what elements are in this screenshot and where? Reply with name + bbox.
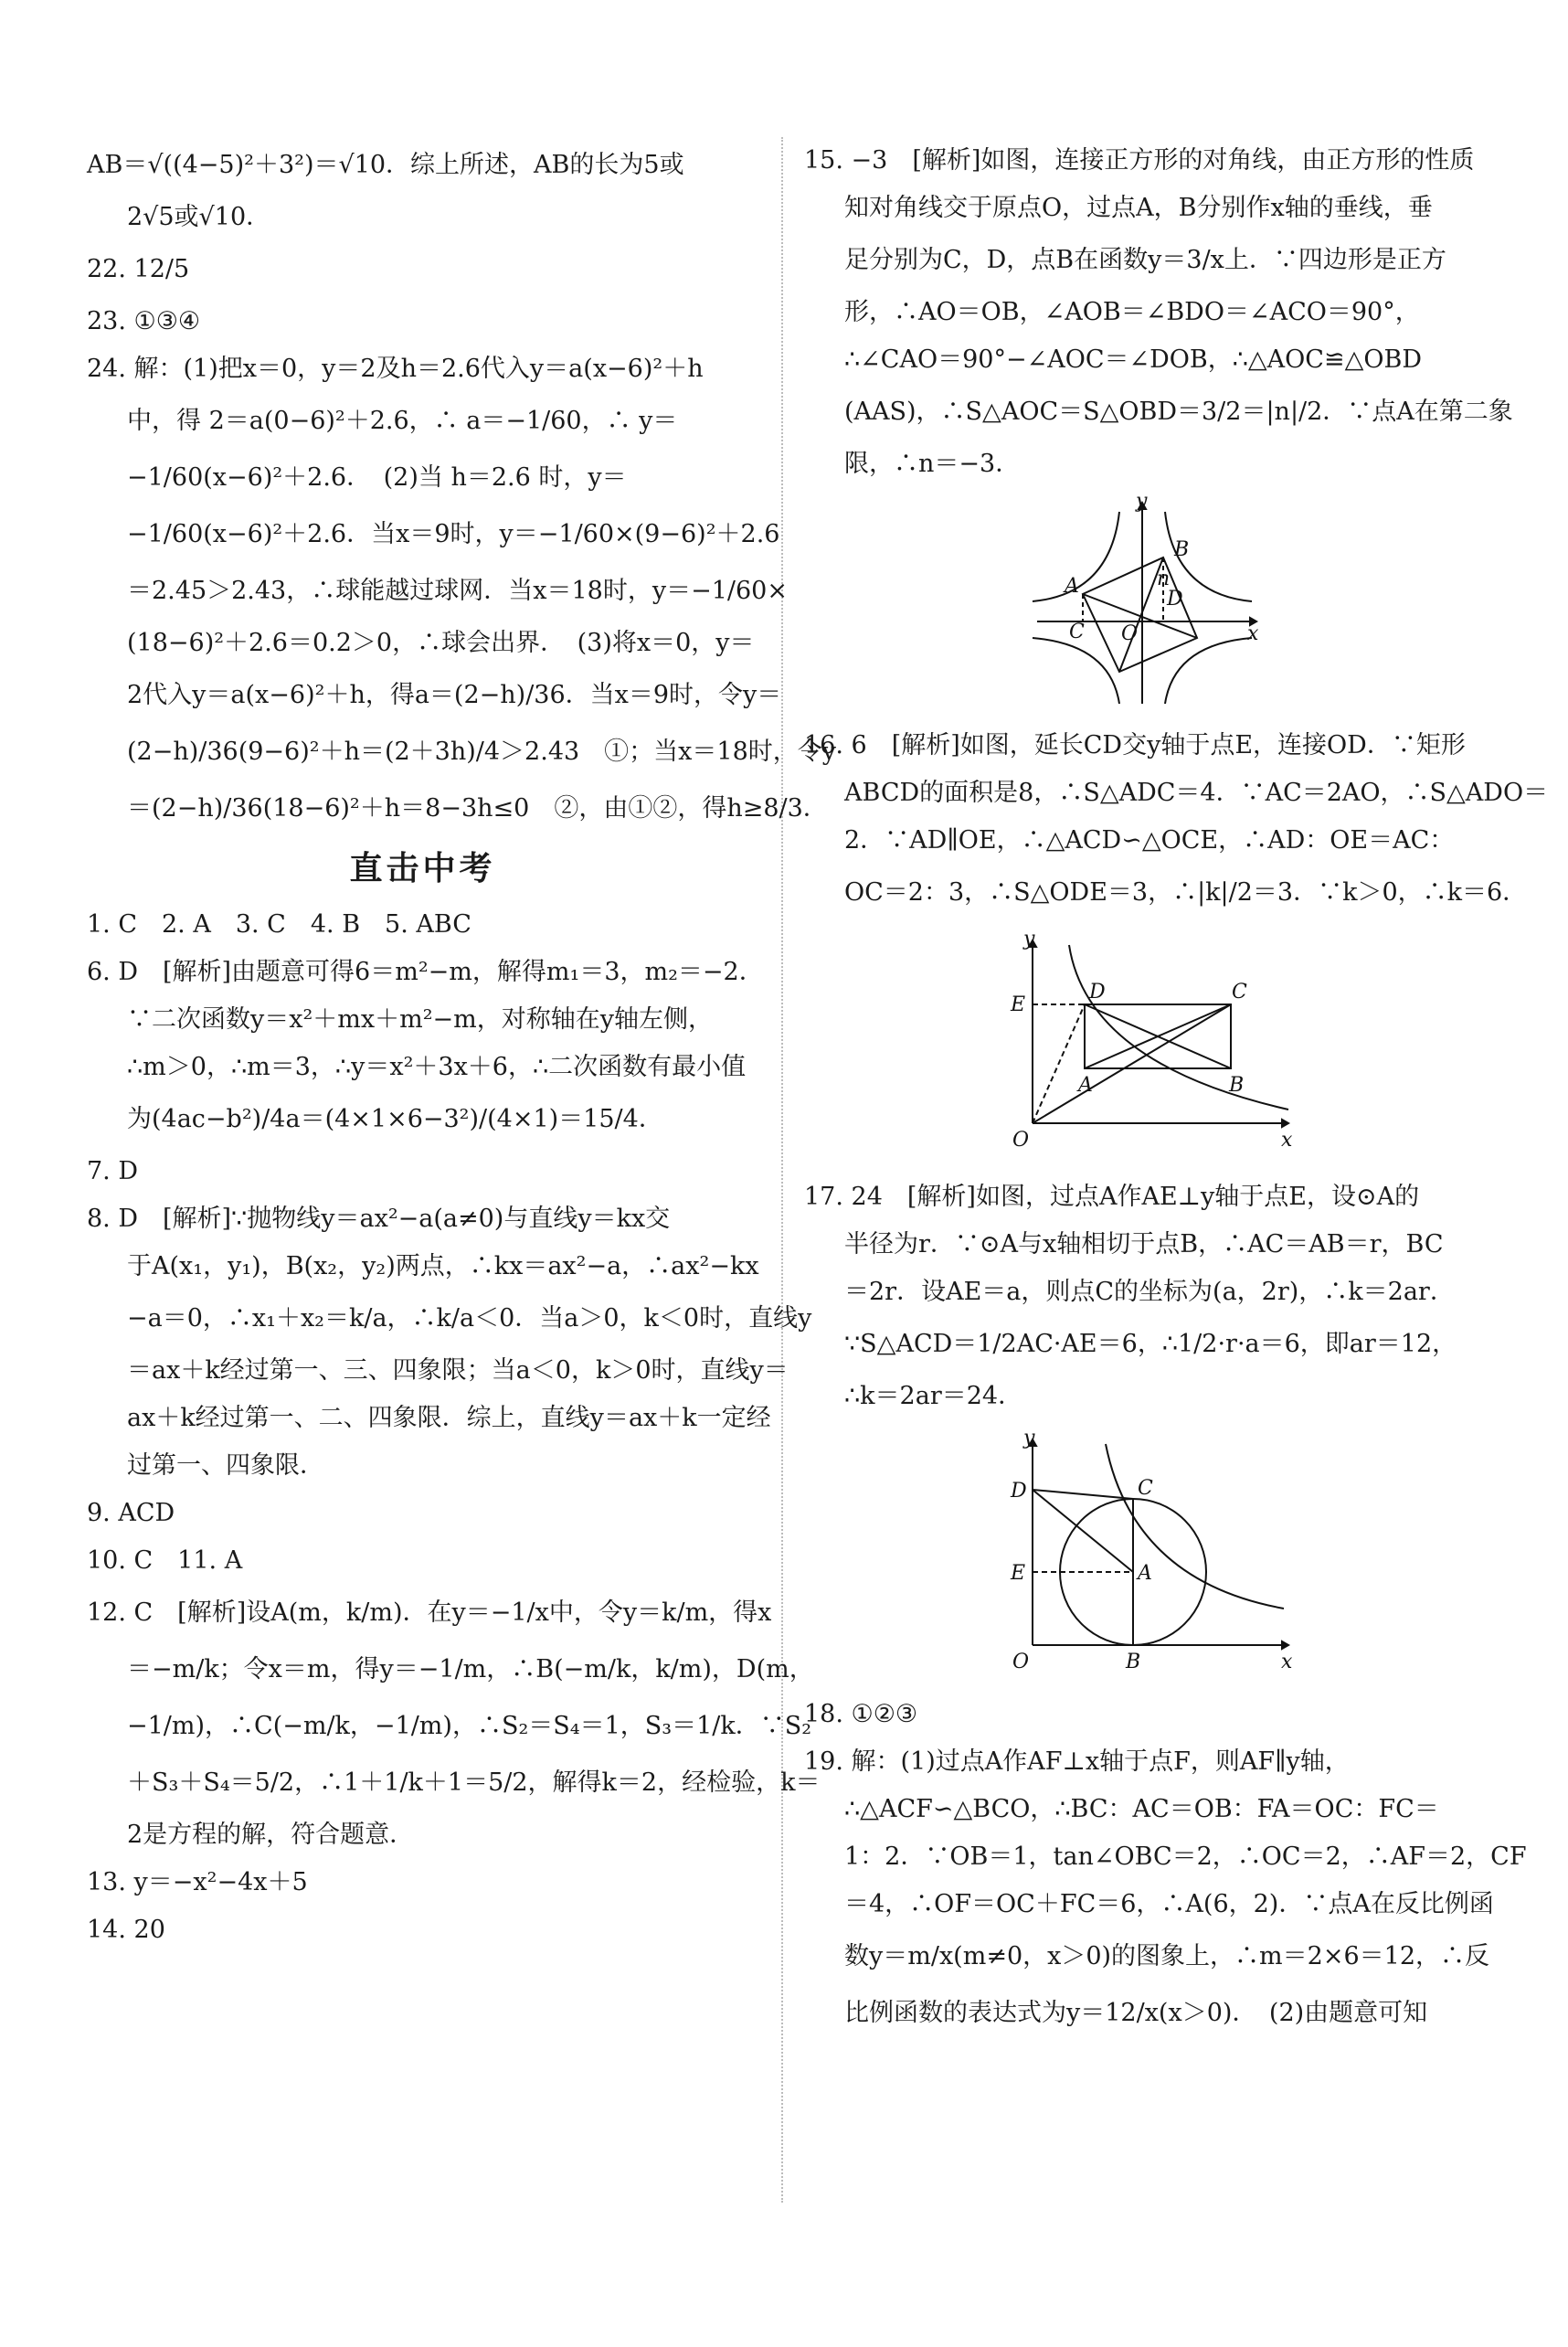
answer-6: 6. D [解析]由题意可得6＝m²−m，解得m₁＝3，m₂＝−2． xyxy=(87,958,764,986)
text-line: ∵二次函数y＝x²＋mx＋m²−m，对称轴在y轴左侧， xyxy=(127,1005,714,1034)
text-line: 2是方程的解，符合题意． xyxy=(127,1821,415,1849)
text-line: ＝2.45＞2.43，∴球能越过球网．当x＝18时，y＝−1/60× xyxy=(127,577,788,605)
text-line: ＋S₃＋S₄＝5/2，∴1＋1/k＋1＝5/2，解得k＝2，经检验，k＝ xyxy=(127,1768,821,1797)
answer-7: 7. D xyxy=(87,1157,138,1185)
figure-16 xyxy=(996,927,1307,1164)
label-x: x xyxy=(1247,622,1259,645)
text-line: ∴∠CAO＝90°−∠AOC＝∠DOB，∴△AOC≌△OBD xyxy=(844,345,1422,374)
segment-oc xyxy=(1033,1004,1231,1123)
text-line: (18−6)²＋2.6＝0.2＞0，∴球会出界． (3)将x＝0，y＝ xyxy=(127,629,755,657)
label-y: y xyxy=(1023,1427,1035,1450)
answer-14: 14. 20 xyxy=(87,1916,165,1944)
answer-9: 9. ACD xyxy=(87,1499,175,1527)
text-line: 过第一、四象限． xyxy=(127,1451,324,1480)
text-line: AB＝√((4−5)²＋3²)＝√10．综上所述，AB的长为5或 xyxy=(87,151,684,179)
label-e: E xyxy=(1011,1562,1026,1585)
text-line: ∴m＞0，∴m＝3，∴y＝x²＋3x＋6，∴二次函数有最小值 xyxy=(127,1053,747,1081)
label-y: y xyxy=(1136,490,1148,513)
text-line: (2−h)/36(9−6)²＋h＝(2＋3h)/4＞2.43 ①；当x＝18时，令y xyxy=(127,738,837,766)
text-line: ∴△ACF∽△BCO，∴BC：AC＝OB：FA＝OC：FC＝ xyxy=(844,1795,1439,1823)
segment-od xyxy=(1033,1004,1085,1123)
label-c: C xyxy=(1232,981,1247,1004)
text-line: ABCD的面积是8，∴S△ADC＝4．∵AC＝2AO，∴S△ADO＝ xyxy=(844,779,1549,807)
answer-24: 24. 解：(1)把x＝0，y＝2及h＝2.6代入y＝a(x−6)²＋h xyxy=(87,355,704,383)
text-line: 半径为r．∵⊙A与x轴相切于点B，∴AC＝AB＝r，BC xyxy=(844,1230,1444,1258)
label-d: D xyxy=(1011,1480,1027,1503)
text-line: 于A(x₁，y₁)，B(x₂，y₂)两点，∴kx＝ax²−a，∴ax²−kx xyxy=(127,1252,759,1280)
hyperbola-branch-q3 xyxy=(1033,638,1119,704)
label-d: D xyxy=(1167,588,1183,611)
section-heading: 直击中考 xyxy=(349,850,496,887)
label-a: A xyxy=(1138,1562,1152,1585)
text-line: 中，得 2＝a(0−6)²＋2.6，∴ a＝−1/60，∴ y＝ xyxy=(127,407,678,435)
label-b: B xyxy=(1126,1651,1141,1673)
label-a: A xyxy=(1065,575,1079,598)
segment-dc xyxy=(1033,1490,1133,1499)
column-divider xyxy=(781,137,783,2203)
answer-15: 15. −3 [解析]如图，连接正方形的对角线，由正方形的性质 xyxy=(804,146,1475,175)
label-o: O xyxy=(1012,1651,1030,1673)
text-line: 数y＝m/x(m≠0，x＞0)的图象上，∴m＝2×6＝12，∴反 xyxy=(844,1942,1489,1970)
text-line: 形，∴AO＝OB，∠AOB＝∠BDO＝∠ACO＝90°， xyxy=(844,298,1420,326)
text-line: (AAS)，∴S△AOC＝S△OBD＝3/2＝|n|/2．∵点A在第二象 xyxy=(844,398,1513,426)
text-line: −1/60(x−6)²＋2.6． (2)当 h＝2.6 时，y＝ xyxy=(127,463,627,492)
answer-8: 8. D [解析]∵抛物线y＝ax²−a(a≠0)与直线y＝kx交 xyxy=(87,1205,671,1233)
label-y: y xyxy=(1023,928,1035,950)
answers-10-11: 10. C 11. A xyxy=(87,1546,243,1575)
answer-22: 22. 12/5 xyxy=(87,255,190,283)
label-c: C xyxy=(1138,1477,1153,1500)
text-line: 2代入y＝a(x−6)²＋h，得a＝(2−h)/36．当x＝9时，令y＝ xyxy=(127,681,782,709)
answer-13: 13. y＝−x²−4x＋5 xyxy=(87,1868,308,1896)
text-line: −1/m)，∴C(−m/k，−1/m)，∴S₂＝S₄＝1，S₃＝1/k．∵S₂ xyxy=(127,1712,812,1740)
text-line: ＝2r．设AE＝a，则点C的坐标为(a，2r)，∴k＝2ar． xyxy=(844,1278,1455,1306)
label-o: O xyxy=(1012,1129,1030,1152)
label-a: A xyxy=(1078,1074,1093,1097)
text-line: ＝4，∴OF＝OC＋FC＝6，∴A(6，2)．∵点A在反比例函 xyxy=(844,1890,1494,1918)
text-line: 限，∴n＝−3． xyxy=(844,450,1021,478)
text-line: −a＝0，∴x₁＋x₂＝k/a，∴k/a＜0．当a＞0，k＜0时，直线y xyxy=(127,1304,812,1333)
label-x: x xyxy=(1281,1129,1293,1152)
left-column xyxy=(87,137,837,1954)
answers-1-5: 1. C 2. A 3. C 4. B 5. ABC xyxy=(87,910,471,939)
text-line: OC＝2：3，∴S△ODE＝3，∴|k|/2＝3．∵k＞0，∴k＝6． xyxy=(844,878,1528,907)
text-line: −1/60(x−6)²＋2.6．当x＝9时，y＝−1/60×(9−6)²＋2.6 xyxy=(127,520,780,548)
label-e: E xyxy=(1011,993,1026,1016)
figure-15 xyxy=(1028,490,1275,713)
answer-16: 16. 6 [解析]如图，延长CD交y轴于点E，连接OD．∵矩形 xyxy=(804,731,1466,759)
answer-18: 18. ①②③ xyxy=(804,1700,918,1728)
segment-da xyxy=(1033,1490,1133,1572)
text-line: 2．∵AD∥OE，∴△ACD∽△OCE，∴AD：OE＝AC： xyxy=(844,826,1455,855)
figure-17 xyxy=(996,1426,1307,1682)
text-line: 为(4ac−b²)/4a＝(4×1×6−3²)/(4×1)＝15/4． xyxy=(127,1105,663,1133)
text-line: 比例函数的表达式为y＝12/x(x＞0)． (2)由题意可知 xyxy=(844,1999,1428,2027)
label-o: O xyxy=(1121,622,1139,645)
text-line: ∵S△ACD＝1/2AC·AE＝6，∴1/2·r·a＝6，即ar＝12， xyxy=(844,1330,1457,1358)
label-x: x xyxy=(1281,1651,1293,1673)
label-d: D xyxy=(1089,981,1106,1004)
text-line: ＝ax＋k经过第一、三、四象限；当a＜0，k＞0时，直线y＝ xyxy=(127,1356,789,1385)
text-line: ax＋k经过第一、二、四象限．综上，直线y＝ax＋k一定经 xyxy=(127,1404,771,1432)
label-b: B xyxy=(1229,1074,1245,1097)
text-line: ∴k＝2ar＝24． xyxy=(844,1382,1023,1410)
text-line: ＝(2−h)/36(18−6)²＋h＝8−3h≤0 ②，由①②，得h≥8/3． xyxy=(127,794,828,823)
text-line: ＝−m/k；令x＝m，得y＝−1/m，∴B(−m/k，k/m)，D(m， xyxy=(127,1655,814,1683)
text-line: 1：2．∵OB＝1，tan∠OBC＝2，∴OC＝2，∴AF＝2，CF xyxy=(844,1843,1527,1871)
answer-17: 17. 24 [解析]如图，过点A作AE⊥y轴于点E，设⊙A的 xyxy=(804,1183,1420,1211)
hyperbola-branch-q4 xyxy=(1165,638,1252,704)
square xyxy=(1083,558,1197,672)
right-column xyxy=(804,137,1549,2042)
text-line: 足分别为C，D，点B在函数y＝3/x上．∵四边形是正方 xyxy=(844,246,1446,274)
answer-23: 23. ①③④ xyxy=(87,307,201,335)
label-c: C xyxy=(1069,621,1085,643)
label-n: n xyxy=(1157,568,1171,590)
text-line: 2√5或√10． xyxy=(127,203,271,231)
text-line: 知对角线交于原点O，过点A，B分别作x轴的垂线，垂 xyxy=(844,194,1433,222)
label-b: B xyxy=(1174,538,1190,561)
answer-19: 19. 解：(1)过点A作AF⊥x轴于点F，则AF∥y轴， xyxy=(804,1747,1350,1776)
answer-12: 12. C [解析]设A(m，k/m)．在y＝−1/x中，令y＝k/m，得x xyxy=(87,1598,772,1627)
